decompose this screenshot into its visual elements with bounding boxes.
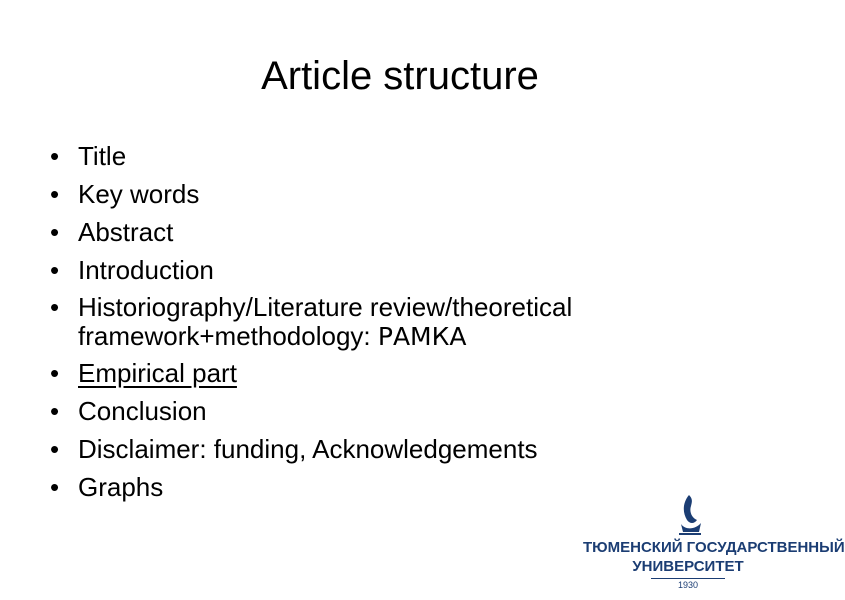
- bullet-text: Title: [78, 141, 127, 171]
- bullet-dot: •: [50, 358, 60, 388]
- logo-divider: [651, 578, 725, 579]
- bullet-dot: •: [50, 472, 60, 502]
- bullet-item: [50, 396, 710, 427]
- bullet-item: [50, 217, 710, 248]
- logo-line-2: УНИВЕРСИТЕТ: [632, 558, 744, 575]
- bullet-item: [50, 293, 710, 351]
- bullet-dot: •: [50, 141, 60, 171]
- bullet-item: [50, 179, 710, 210]
- bullet-item: [50, 434, 710, 465]
- bullet-dot: •: [50, 292, 60, 322]
- logo-line-1: ТЮМЕНСКИЙ ГОСУДАРСТВЕННЫЙ: [583, 539, 845, 556]
- logo-year: 1930: [677, 580, 699, 590]
- bullet-item: [50, 141, 710, 172]
- bullet-text-line2: framework+methodology:: [78, 321, 378, 351]
- ship-sail-icon: [675, 494, 705, 536]
- bullet-text: Conclusion: [78, 396, 207, 426]
- bullet-text: Introduction: [78, 255, 214, 285]
- bullet-dot: •: [50, 179, 60, 209]
- bullet-emphasis: РАМКА: [377, 322, 467, 351]
- bullet-dot: •: [50, 396, 60, 426]
- bullet-text: Graphs: [78, 472, 164, 502]
- bullet-text-line1: Historiography/Literature review/theoretical: [78, 292, 573, 322]
- bullet-item: [50, 255, 710, 286]
- bullet-dot: •: [50, 217, 60, 247]
- bullet-dot: •: [50, 255, 60, 285]
- bullet-text: Abstract: [78, 217, 174, 247]
- bullet-text: Key words: [78, 179, 200, 209]
- bullet-text: Disclaimer: funding, Acknowledgements: [78, 434, 538, 464]
- bullet-list: [50, 141, 710, 510]
- bullet-text-underlined: Empirical part: [78, 358, 237, 388]
- bullet-item: [50, 358, 710, 389]
- slide-title: Article structure: [261, 54, 539, 98]
- bullet-dot: •: [50, 434, 60, 464]
- university-logo: [583, 494, 845, 594]
